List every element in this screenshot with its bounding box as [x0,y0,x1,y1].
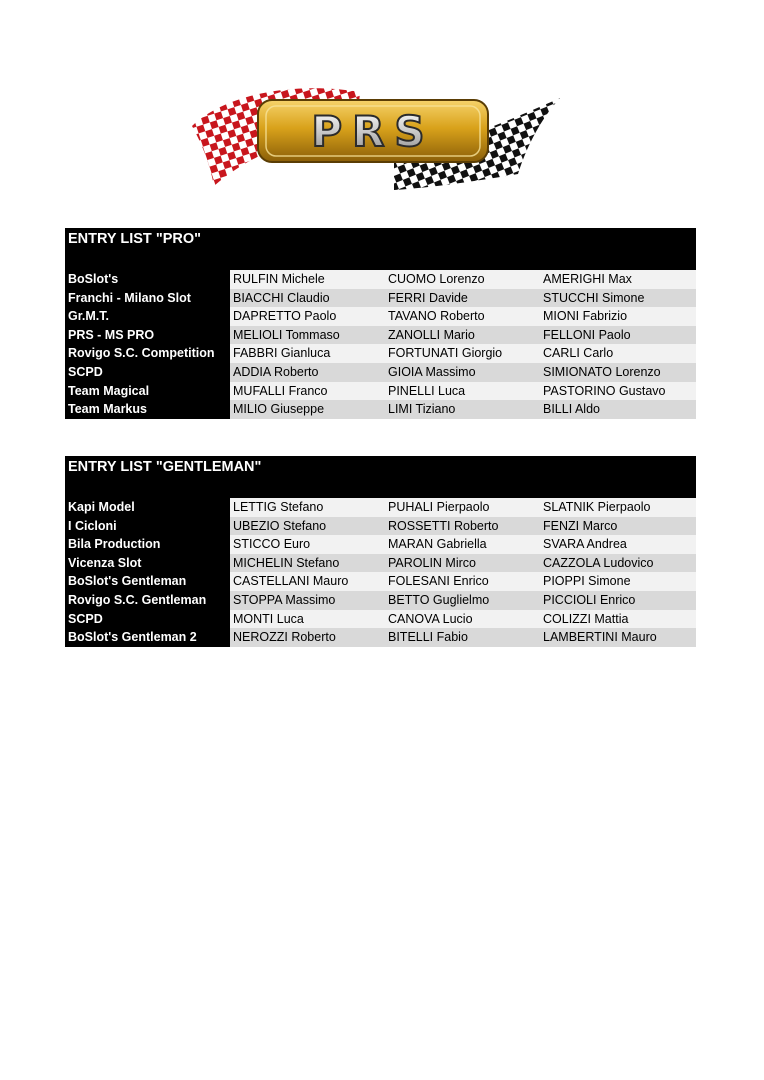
team-name: Team Markus [65,400,230,419]
driver-name: FOLESANI Enrico [388,574,489,589]
driver-name: PASTORINO Gustavo [543,383,666,398]
driver-cells [230,535,696,554]
driver-name: ZANOLLI Mario [388,327,475,342]
team-name: Kapi Model [65,498,230,517]
driver-name: SVARA Andrea [543,537,627,552]
driver-name: MARAN Gabriella [388,537,487,552]
table-row [65,363,696,382]
driver-cells [230,289,696,308]
driver-name: LAMBERTINI Mauro [543,630,657,645]
table-row [65,591,696,610]
driver-cells [230,572,696,591]
team-name: Bila Production [65,535,230,554]
driver-name: PUHALI Pierpaolo [388,500,490,514]
driver-name: TAVANO Roberto [388,309,485,324]
driver-cells [230,326,696,345]
table-row [65,572,696,591]
driver-name: CARLI Carlo [543,346,614,361]
driver-name: FABBRI Gianluca [233,346,331,361]
driver-name: PINELLI Luca [388,383,466,398]
driver-cells [230,517,696,536]
table-row [65,498,696,517]
driver-name: AMERIGHI Max [543,272,632,286]
driver-name: LETTIG Stefano [233,500,324,514]
driver-name: CASTELLANI Mauro [233,574,349,589]
table-row [65,517,696,536]
driver-cells [230,363,696,382]
driver-name: BITELLI Fabio [388,630,468,645]
table-row [65,628,696,647]
driver-name: BIACCHI Claudio [233,290,330,305]
team-name: Vicenza Slot [65,554,230,573]
driver-name: SIMIONATO Lorenzo [543,364,661,379]
driver-cells [230,610,696,629]
driver-cells [230,554,696,573]
driver-name: FORTUNATI Giorgio [388,346,503,361]
driver-name: PAROLIN Mirco [388,555,476,570]
driver-cells [230,307,696,326]
table-row [65,610,696,629]
driver-cells [230,382,696,401]
table-row [65,326,696,345]
driver-name: CANOVA Lucio [388,611,473,626]
team-name: Team Magical [65,382,230,401]
driver-name: BILLI Aldo [543,402,600,417]
driver-name: CUOMO Lorenzo [388,272,485,286]
team-name: SCPD [65,363,230,382]
team-name: I Cicloni [65,517,230,536]
driver-name: STOPPA Massimo [233,592,336,607]
driver-name: LIMI Tiziano [388,402,456,417]
driver-name: SLATNIK Pierpaolo [543,500,651,514]
driver-name: MELIOLI Tommaso [233,327,340,342]
team-name: Franchi - Milano Slot [65,289,230,308]
team-name: BoSlot's Gentleman 2 [65,628,230,647]
driver-cells [230,591,696,610]
entry-list-pro-title: ENTRY LIST "PRO" [65,228,696,270]
driver-cells [230,344,696,363]
driver-name: UBEZIO Stefano [233,518,327,533]
driver-name: GIOIA Massimo [388,364,476,379]
driver-name: RULFIN Michele [233,272,325,286]
driver-name: MICHELIN Stefano [233,555,340,570]
driver-cells [230,628,696,647]
driver-cells [230,498,696,517]
driver-name: PIOPPI Simone [543,574,631,589]
driver-name: FENZI Marco [543,518,618,533]
table-row [65,289,696,308]
driver-name: MUFALLI Franco [233,383,328,398]
table-row [65,554,696,573]
entry-list-gentleman-rows [65,498,696,647]
entry-list-pro-rows [65,270,696,419]
table-row [65,400,696,419]
driver-name: PICCIOLI Enrico [543,592,636,607]
driver-name: COLIZZI Mattia [543,611,629,626]
driver-name: CAZZOLA Ludovico [543,555,654,570]
table-row [65,535,696,554]
entry-list-gentleman [65,456,696,647]
driver-name: ROSSETTI Roberto [388,518,499,533]
driver-name: NEROZZI Roberto [233,630,336,645]
team-name: SCPD [65,610,230,629]
team-name: Gr.M.T. [65,307,230,326]
driver-name: MIONI Fabrizio [543,309,628,324]
table-row [65,382,696,401]
logo-text: PRS [311,107,435,156]
driver-name: STUCCHI Simone [543,290,645,305]
team-name: PRS - MS PRO [65,326,230,345]
driver-name: FERRI Davide [388,290,468,305]
driver-name: DAPRETTO Paolo [233,309,337,324]
driver-cells [230,400,696,419]
table-row [65,270,696,289]
driver-name: MILIO Giuseppe [233,402,325,417]
entry-list-pro [65,228,696,419]
table-row [65,307,696,326]
entry-list-gentleman-title: ENTRY LIST "GENTLEMAN" [65,456,696,498]
driver-name: BETTO Guglielmo [388,592,490,607]
driver-name: STICCO Euro [233,537,311,552]
driver-name: ADDIA Roberto [233,364,319,379]
driver-name: MONTI Luca [233,611,304,626]
team-name: BoSlot's Gentleman [65,572,230,591]
team-name: BoSlot's [65,270,230,289]
driver-name: FELLONI Paolo [543,327,631,342]
team-name: Rovigo S.C. Competition [65,344,230,363]
table-row [65,344,696,363]
driver-cells [230,270,696,289]
team-name: Rovigo S.C. Gentleman [65,591,230,610]
prs-logo [188,78,568,194]
